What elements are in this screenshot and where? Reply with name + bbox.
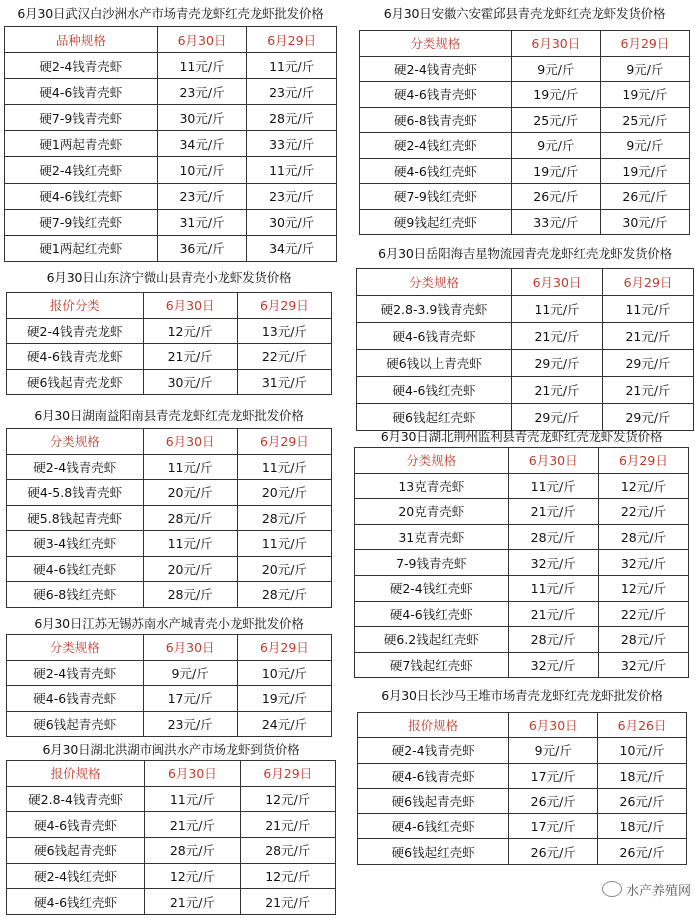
price-cell: 28元/斤 <box>145 838 240 864</box>
column-header: 6月30日 <box>511 31 600 57</box>
spec-cell: 硬2-4钱青壳虾 <box>358 738 509 763</box>
table-row <box>7 318 332 344</box>
table-title: 6月30日长沙马王堆市场青壳龙虾红壳龙虾批发价格 <box>381 688 663 703</box>
spec-cell: 硬4-6钱青壳虾 <box>357 323 512 350</box>
table-row <box>357 323 694 350</box>
column-header: 报价分类 <box>7 293 144 319</box>
price-cell: 19元/斤 <box>511 158 600 184</box>
spec-cell: 20克青壳虾 <box>355 499 509 525</box>
price-cell: 22元/斤 <box>237 344 331 370</box>
price-cell: 9元/斤 <box>511 133 600 159</box>
table-header-row <box>360 31 690 57</box>
spec-cell: 硬4-6钱青壳虾 <box>5 79 158 105</box>
price-cell: 18元/斤 <box>598 763 687 788</box>
spec-cell: 硬2-4钱青壳虾 <box>5 53 158 79</box>
table-title: 6月30日湖北洪湖市闽洪水产市场龙虾到货价格 <box>42 742 300 757</box>
table-row <box>7 454 332 480</box>
price-cell: 21元/斤 <box>512 323 603 350</box>
table-header-row <box>5 27 337 53</box>
price-cell: 11元/斤 <box>603 296 694 323</box>
table-row <box>358 814 687 839</box>
price-cell: 19元/斤 <box>600 158 689 184</box>
price-cell: 34元/斤 <box>247 235 337 261</box>
spec-cell: 硬2.8-4钱青壳虾 <box>7 786 145 812</box>
price-cell: 29元/斤 <box>603 404 694 431</box>
table-row <box>7 344 332 370</box>
spec-cell: 硬2-4钱青壳龙虾 <box>7 318 144 344</box>
spec-cell: 硬4-6钱青壳虾 <box>358 763 509 788</box>
price-cell: 12元/斤 <box>143 318 237 344</box>
spec-cell: 硬6钱起青壳虾 <box>7 838 145 864</box>
price-table <box>359 30 690 235</box>
spec-cell: 硬4-6钱红壳虾 <box>360 158 512 184</box>
price-cell: 12元/斤 <box>598 473 688 499</box>
table-row <box>358 763 687 788</box>
price-cell: 11元/斤 <box>237 454 331 480</box>
table-row <box>355 473 689 499</box>
column-header: 6月29日 <box>603 269 694 296</box>
table-row <box>357 350 694 377</box>
table-row <box>7 686 332 712</box>
table-row <box>358 738 687 763</box>
price-cell: 21元/斤 <box>143 344 237 370</box>
price-cell: 21元/斤 <box>240 889 335 915</box>
column-header: 分类规格 <box>357 269 512 296</box>
table-title: 6月30日岳阳海吉星物流园青壳龙虾红壳龙虾发货价格 <box>378 246 672 261</box>
table-row <box>355 524 689 550</box>
price-cell: 30元/斤 <box>600 209 689 235</box>
table-row <box>5 235 337 261</box>
price-cell: 28元/斤 <box>237 505 331 531</box>
price-cell: 12元/斤 <box>598 575 688 601</box>
column-header: 分类规格 <box>355 448 509 474</box>
table-row <box>5 131 337 157</box>
spec-cell: 硬4-6钱红壳虾 <box>357 377 512 404</box>
price-cell: 20元/斤 <box>237 556 331 582</box>
price-cell: 21元/斤 <box>240 812 335 838</box>
table-row <box>360 209 690 235</box>
spec-cell: 硬4-5.8钱青壳虾 <box>7 480 144 506</box>
spec-cell: 硬7-9钱红壳虾 <box>5 209 158 235</box>
table-row <box>7 556 332 582</box>
price-cell: 22元/斤 <box>598 601 688 627</box>
column-header: 品种规格 <box>5 27 158 53</box>
column-header: 6月29日 <box>237 293 331 319</box>
table-row <box>5 183 337 209</box>
price-cell: 23元/斤 <box>247 183 337 209</box>
table-row <box>7 889 336 915</box>
column-header: 6月29日 <box>237 429 331 455</box>
price-cell: 26元/斤 <box>511 184 600 210</box>
price-cell: 22元/斤 <box>598 499 688 525</box>
column-header: 6月30日 <box>143 293 237 319</box>
table-title: 6月30日安徽六安霍邱县青壳龙虾红壳龙虾发货价格 <box>383 6 666 21</box>
table-row <box>7 582 332 608</box>
spec-cell: 硬7-9钱红壳虾 <box>360 184 512 210</box>
price-cell: 19元/斤 <box>600 82 689 108</box>
column-header: 分类规格 <box>360 31 512 57</box>
spec-cell: 硬7钱起红壳虾 <box>355 652 509 678</box>
spec-cell: 硬2-4钱红壳虾 <box>5 157 158 183</box>
price-table <box>356 268 694 431</box>
table-row <box>7 480 332 506</box>
spec-cell: 硬4-6钱红壳虾 <box>5 183 158 209</box>
spec-cell: 硬6钱起青壳龙虾 <box>7 369 144 395</box>
price-cell: 28元/斤 <box>598 524 688 550</box>
spec-cell: 硬7-9钱青壳虾 <box>5 105 158 131</box>
table-row <box>360 82 690 108</box>
table-row <box>360 184 690 210</box>
price-cell: 26元/斤 <box>509 788 598 813</box>
price-cell: 24元/斤 <box>237 711 331 737</box>
price-cell: 28元/斤 <box>237 582 331 608</box>
price-cell: 17元/斤 <box>143 686 237 712</box>
table-row <box>7 369 332 395</box>
table-row <box>355 601 689 627</box>
watermark <box>602 880 691 899</box>
price-cell: 33元/斤 <box>511 209 600 235</box>
price-cell: 9元/斤 <box>511 56 600 82</box>
column-header: 6月29日 <box>247 27 337 53</box>
price-cell: 21元/斤 <box>145 889 240 915</box>
price-cell: 9元/斤 <box>600 133 689 159</box>
table-row <box>357 296 694 323</box>
price-cell: 34元/斤 <box>157 131 247 157</box>
table-row <box>5 79 337 105</box>
spec-cell: 硬6钱起红壳虾 <box>358 839 509 864</box>
price-cell: 10元/斤 <box>598 738 687 763</box>
table-row <box>360 56 690 82</box>
price-table <box>6 634 332 737</box>
column-header: 分类规格 <box>7 429 144 455</box>
price-cell: 23元/斤 <box>143 711 237 737</box>
table-row <box>7 786 336 812</box>
price-cell: 23元/斤 <box>247 79 337 105</box>
price-cell: 21元/斤 <box>603 323 694 350</box>
table-header-row <box>355 448 689 474</box>
price-cell: 32元/斤 <box>508 652 598 678</box>
price-cell: 32元/斤 <box>508 550 598 576</box>
table-title: 6月30日湖北荆州监利县青壳龙虾红壳龙虾发货价格 <box>380 429 663 444</box>
spec-cell: 硬6-8钱青壳虾 <box>360 107 512 133</box>
price-cell: 32元/斤 <box>598 550 688 576</box>
table-title: 6月30日湖南益阳南县青壳龙虾红壳龙虾批发价格 <box>34 408 304 423</box>
spec-cell: 硬4-6钱青壳虾 <box>7 686 144 712</box>
price-cell: 9元/斤 <box>509 738 598 763</box>
table-row <box>7 838 336 864</box>
price-table <box>6 428 332 608</box>
price-cell: 11元/斤 <box>237 531 331 557</box>
price-cell: 31元/斤 <box>237 369 331 395</box>
wechat-icon <box>602 881 622 897</box>
table-title: 6月30日武汉白沙洲水产市场青壳龙虾红壳龙虾批发价格 <box>17 6 324 21</box>
price-cell: 11元/斤 <box>143 454 237 480</box>
column-header: 6月29日 <box>600 31 689 57</box>
price-cell: 20元/斤 <box>143 556 237 582</box>
price-cell: 30元/斤 <box>247 209 337 235</box>
table-row <box>360 158 690 184</box>
spec-cell: 硬4-6钱红壳虾 <box>358 814 509 839</box>
price-cell: 13元/斤 <box>237 318 331 344</box>
price-cell: 21元/斤 <box>508 499 598 525</box>
column-header: 分类规格 <box>7 635 144 661</box>
price-cell: 25元/斤 <box>511 107 600 133</box>
column-header: 6月29日 <box>598 448 688 474</box>
spec-cell: 硬6钱起青壳虾 <box>358 788 509 813</box>
price-cell: 11元/斤 <box>247 157 337 183</box>
spec-cell: 硬6-8钱红壳虾 <box>7 582 144 608</box>
price-cell: 28元/斤 <box>508 627 598 653</box>
column-header: 报价规格 <box>7 761 145 787</box>
price-cell: 28元/斤 <box>598 627 688 653</box>
spec-cell: 硬1两起青壳虾 <box>5 131 158 157</box>
column-header: 6月30日 <box>145 761 240 787</box>
price-cell: 28元/斤 <box>508 524 598 550</box>
price-table <box>6 760 336 915</box>
price-cell: 29元/斤 <box>603 350 694 377</box>
column-header: 6月30日 <box>143 635 237 661</box>
price-cell: 26元/斤 <box>509 839 598 864</box>
column-header: 6月29日 <box>240 761 335 787</box>
price-cell: 20元/斤 <box>143 480 237 506</box>
table-row <box>7 711 332 737</box>
spec-cell: 硬2-4钱红壳虾 <box>7 863 145 889</box>
price-cell: 23元/斤 <box>157 183 247 209</box>
table-row <box>5 105 337 131</box>
price-cell: 12元/斤 <box>145 863 240 889</box>
price-cell: 31元/斤 <box>157 209 247 235</box>
price-cell: 21元/斤 <box>145 812 240 838</box>
table-header-row <box>7 761 336 787</box>
spec-cell: 硬2-4钱红壳虾 <box>355 575 509 601</box>
table-row <box>355 499 689 525</box>
price-cell: 11元/斤 <box>512 296 603 323</box>
price-cell: 29元/斤 <box>512 404 603 431</box>
price-cell: 12元/斤 <box>240 786 335 812</box>
table-row <box>360 133 690 159</box>
spec-cell: 硬4-6钱青壳龙虾 <box>7 344 144 370</box>
spec-cell: 硬9钱起红壳虾 <box>360 209 512 235</box>
table-header-row <box>7 293 332 319</box>
table-header-row <box>7 429 332 455</box>
price-cell: 17元/斤 <box>509 763 598 788</box>
price-cell: 23元/斤 <box>157 79 247 105</box>
table-row <box>355 627 689 653</box>
table-header-row <box>358 713 687 738</box>
column-header: 6月30日 <box>512 269 603 296</box>
price-cell: 21元/斤 <box>603 377 694 404</box>
spec-cell: 硬4-6钱红壳虾 <box>355 601 509 627</box>
table-row <box>360 107 690 133</box>
table-row <box>355 550 689 576</box>
price-cell: 11元/斤 <box>157 53 247 79</box>
column-header: 6月26日 <box>598 713 687 738</box>
price-cell: 10元/斤 <box>237 660 331 686</box>
column-header: 6月30日 <box>157 27 247 53</box>
column-header: 6月30日 <box>509 713 598 738</box>
price-cell: 11元/斤 <box>508 575 598 601</box>
price-cell: 28元/斤 <box>143 582 237 608</box>
spec-cell: 7-9钱青壳虾 <box>355 550 509 576</box>
column-header: 报价规格 <box>358 713 509 738</box>
column-header: 6月29日 <box>237 635 331 661</box>
spec-cell: 硬6.2钱起红壳虾 <box>355 627 509 653</box>
table-row <box>355 575 689 601</box>
table-row <box>5 53 337 79</box>
price-cell: 30元/斤 <box>157 105 247 131</box>
price-cell: 11元/斤 <box>143 531 237 557</box>
price-cell: 11元/斤 <box>247 53 337 79</box>
spec-cell: 硬6钱起红壳虾 <box>357 404 512 431</box>
price-table <box>354 447 689 678</box>
table-title: 6月30日江苏无锡苏南水产城青壳小龙虾批发价格 <box>34 616 304 631</box>
spec-cell: 硬4-6钱青壳虾 <box>7 812 145 838</box>
spec-cell: 硬4-6钱红壳虾 <box>7 556 144 582</box>
price-cell: 19元/斤 <box>237 686 331 712</box>
table-row <box>357 377 694 404</box>
price-table <box>6 292 332 395</box>
price-cell: 17元/斤 <box>509 814 598 839</box>
table-row <box>7 660 332 686</box>
table-row <box>7 531 332 557</box>
spec-cell: 硬1两起红壳虾 <box>5 235 158 261</box>
spec-cell: 硬2-4钱青壳虾 <box>360 56 512 82</box>
spec-cell: 硬4-6钱青壳虾 <box>360 82 512 108</box>
price-cell: 32元/斤 <box>598 652 688 678</box>
spec-cell: 硬2-4钱红壳虾 <box>360 133 512 159</box>
table-row <box>5 209 337 235</box>
price-cell: 28元/斤 <box>247 105 337 131</box>
spec-cell: 硬6钱起青壳虾 <box>7 711 144 737</box>
spec-cell: 硬2-4钱青壳虾 <box>7 660 144 686</box>
price-cell: 21元/斤 <box>512 377 603 404</box>
price-cell: 19元/斤 <box>511 82 600 108</box>
price-cell: 18元/斤 <box>598 814 687 839</box>
spec-cell: 硬6钱以上青壳虾 <box>357 350 512 377</box>
table-row <box>355 652 689 678</box>
spec-cell: 硬2.8-3.9钱青壳虾 <box>357 296 512 323</box>
table-row <box>5 157 337 183</box>
spec-cell: 硬4-6钱红壳虾 <box>7 889 145 915</box>
price-cell: 30元/斤 <box>143 369 237 395</box>
price-cell: 28元/斤 <box>143 505 237 531</box>
price-cell: 11元/斤 <box>145 786 240 812</box>
price-cell: 25元/斤 <box>600 107 689 133</box>
price-cell: 9元/斤 <box>600 56 689 82</box>
price-cell: 20元/斤 <box>237 480 331 506</box>
watermark-text: 水产养殖网 <box>625 884 691 899</box>
price-cell: 26元/斤 <box>598 839 687 864</box>
table-row <box>358 839 687 864</box>
table-title: 6月30日山东济宁微山县青壳小龙虾发货价格 <box>46 270 292 285</box>
price-table <box>4 26 337 262</box>
price-cell: 26元/斤 <box>600 184 689 210</box>
price-cell: 11元/斤 <box>508 473 598 499</box>
price-cell: 36元/斤 <box>157 235 247 261</box>
table-row <box>7 812 336 838</box>
price-cell: 21元/斤 <box>508 601 598 627</box>
spec-cell: 硬2-4钱青壳虾 <box>7 454 144 480</box>
price-cell: 26元/斤 <box>598 788 687 813</box>
table-row <box>7 505 332 531</box>
spec-cell: 硬5.8钱起青壳虾 <box>7 505 144 531</box>
price-cell: 9元/斤 <box>143 660 237 686</box>
price-cell: 29元/斤 <box>512 350 603 377</box>
table-row <box>358 788 687 813</box>
column-header: 6月30日 <box>143 429 237 455</box>
table-header-row <box>7 635 332 661</box>
table-header-row <box>357 269 694 296</box>
spec-cell: 硬3-4钱红壳虾 <box>7 531 144 557</box>
price-cell: 28元/斤 <box>240 838 335 864</box>
spec-cell: 13克青壳虾 <box>355 473 509 499</box>
price-table <box>357 712 687 865</box>
price-cell: 33元/斤 <box>247 131 337 157</box>
price-cell: 10元/斤 <box>157 157 247 183</box>
table-row <box>7 863 336 889</box>
column-header: 6月30日 <box>508 448 598 474</box>
spec-cell: 31克青壳虾 <box>355 524 509 550</box>
price-cell: 12元/斤 <box>240 863 335 889</box>
